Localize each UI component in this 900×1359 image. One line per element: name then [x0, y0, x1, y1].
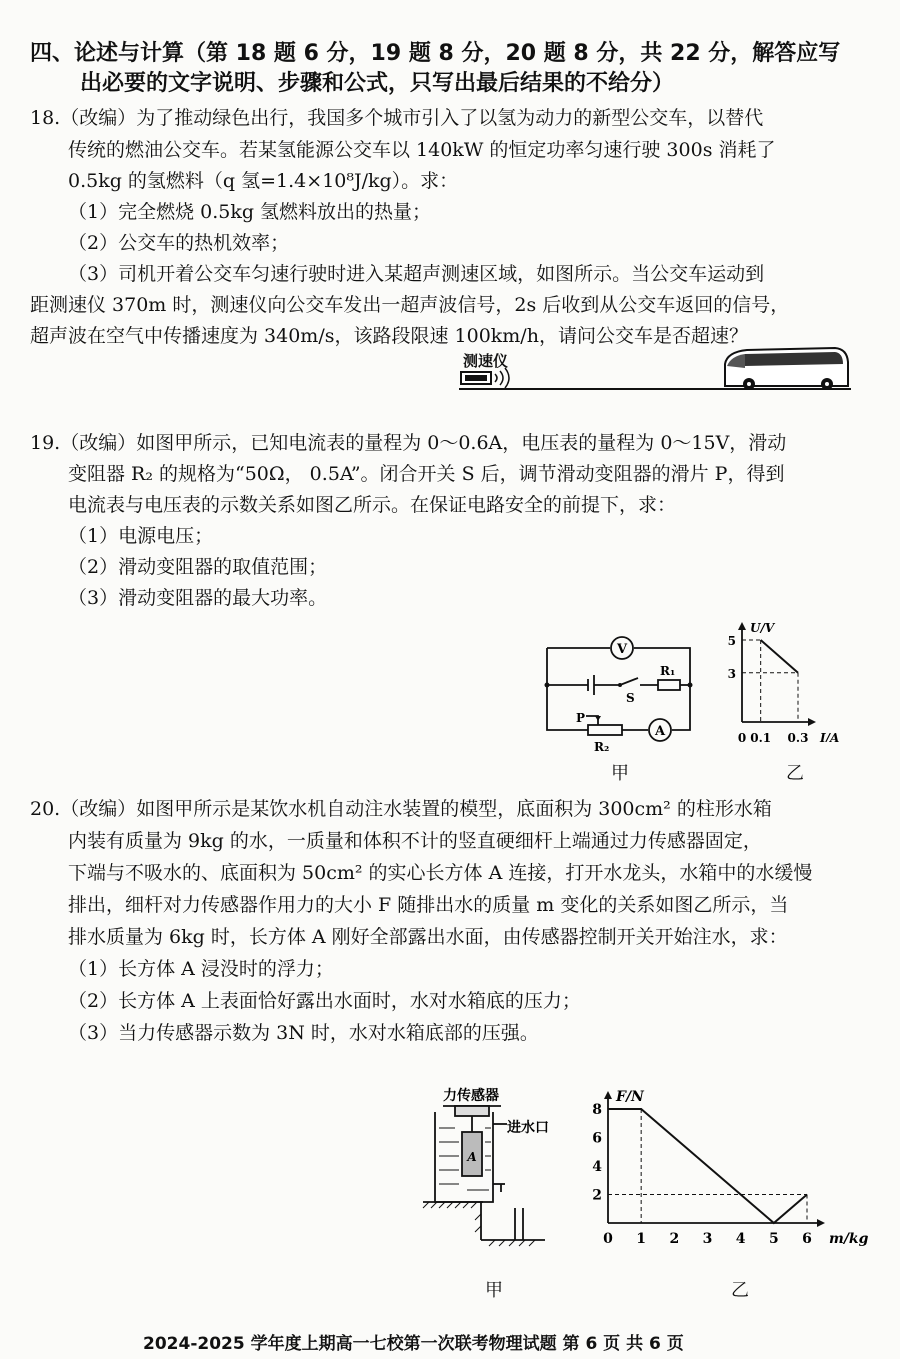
page-footer: 2024-2025 学年度上期高一七校第一次联考物理试题 第 6 页 共 6 页: [143, 1334, 684, 1354]
r2-label: R₂: [594, 740, 610, 754]
y-tick-label: 6: [592, 1130, 602, 1147]
q20-line: 排出，细杆对力传感器作用力的大小 F 随排出水的质量 m 变化的关系如图乙所示，当: [68, 894, 789, 916]
q20-line: 内装有质量为 9kg 的水，一质量和体积不计的竖直硬细杆上端通过力传感器固定，: [68, 830, 762, 852]
q18-line: （1）完全燃烧 0.5kg 氢燃料放出的热量；: [68, 201, 432, 223]
water-inlet-label: 进水口: [507, 1120, 549, 1136]
bus-icon: [725, 348, 848, 390]
x-tick-label: 0: [737, 731, 747, 742]
q20-fig-yi-label: 乙: [731, 1280, 749, 1301]
ammeter-symbol: A: [654, 724, 666, 739]
q19-fig-yi-label: 乙: [786, 763, 804, 784]
series-line: [608, 1109, 807, 1223]
x-tick-label: 4: [735, 1231, 746, 1247]
y-axis-arrow: [738, 622, 746, 630]
water-tank-figure: [415, 1080, 555, 1250]
x-tick-label: 3: [702, 1231, 713, 1247]
x-tick-label: 0: [603, 1231, 613, 1247]
f-m-chart: [585, 1075, 875, 1255]
x-tick-label: 0.1: [750, 731, 772, 742]
q19-fig-jia-label: 甲: [611, 763, 629, 784]
u-i-chart: [720, 612, 870, 742]
q18-line: 超声波在空气中传播速度为 340m/s，该路段限速 100km/h，请问公交车是否超速？: [30, 325, 748, 347]
section-title-line2: 出必要的文字说明、步骤和公式，只写出最后结果的不给分）: [80, 71, 675, 96]
q18-line: （3）司机开着公交车匀速行驶时进入某超声测速区域，如图所示。当公交车运动到: [68, 263, 765, 285]
q19-line: （2）滑动变阻器的取值范围；: [68, 556, 328, 578]
x-axis-label: m/kg: [829, 1231, 869, 1247]
x-tick-label: 6: [802, 1231, 812, 1247]
y-tick-label: 4: [592, 1159, 602, 1175]
y-axis-label: U/V: [750, 621, 775, 635]
q18-line: （2）公交车的热机效率；: [68, 232, 290, 254]
q19-line: 19.（改编）如图甲所示，已知电流表的量程为 0～0.6A，电压表的量程为 0～15V，滑动: [30, 432, 787, 454]
x-tick-label: 1: [636, 1231, 647, 1247]
q19-line: （1）电源电压；: [68, 525, 214, 547]
speed-sensor-icon: [461, 368, 509, 388]
q20-line: 20.（改编）如图甲所示是某饮水机自动注水装置的模型，底面积为 300cm² 的柱形水箱: [30, 798, 772, 820]
section-title-line1: 四、论述与计算（第 18 题 6 分，19 题 8 分，20 题 8 分，共 22 分，解答应写: [30, 41, 841, 66]
q19-line: （3）滑动变阻器的最大功率。: [68, 587, 328, 609]
circuit-diagram: [540, 630, 700, 755]
r1-label: R₁: [660, 664, 676, 678]
q20-line: （3）当力传感器示数为 3N 时，水对水箱底部的压强。: [68, 1022, 539, 1044]
q20-line: （2）长方体 A 上表面恰好露出水面时，水对水箱底的压力；: [68, 990, 581, 1012]
series-line: [761, 640, 798, 673]
x-tick-label: 5: [768, 1231, 779, 1247]
block-a-label: A: [467, 1150, 477, 1164]
speed-sensor-label: 测速仪: [463, 352, 509, 370]
q20-fig-jia-label: 甲: [485, 1280, 503, 1301]
y-tick-label: 8: [592, 1102, 602, 1118]
switch-label: S: [626, 691, 635, 705]
x-axis-arrow: [817, 1219, 825, 1227]
q19-line: 变阻器 R₂ 的规格为“50Ω， 0.5A”。闭合开关 S 后，调节滑动变阻器的滑片 P，得到: [68, 463, 785, 485]
slider-label: P: [576, 711, 586, 725]
y-tick-label: 5: [727, 634, 736, 648]
x-axis-label: I/A: [820, 731, 840, 742]
q18-line: 传统的燃油公交车。若某氢能源公交车以 140kW 的恒定功率匀速行驶 300s 消耗了: [68, 139, 776, 161]
voltmeter-symbol: V: [616, 642, 628, 657]
y-tick-label: 2: [592, 1187, 602, 1204]
y-axis-label: F/N: [616, 1089, 644, 1105]
q20-line: （1）长方体 A 浸没时的浮力；: [68, 958, 334, 980]
force-sensor-label: 力传感器: [443, 1088, 499, 1104]
q20-line: 下端与不吸水的、底面积为 50cm² 的实心长方体 A 连接，打开水龙头，水箱中的水缓慢: [68, 862, 813, 884]
q19-line: 电流表与电压表的示数关系如图乙所示。在保证电路安全的前提下，求：: [68, 494, 677, 516]
q18-line: 18.（改编）为了推动绿色出行，我国多个城市引入了以氢为动力的新型公交车，以替代: [30, 107, 764, 129]
speed-sensor-figure: [455, 342, 855, 394]
y-tick-label: 3: [727, 666, 736, 681]
x-tick-label: 0.3: [787, 731, 809, 742]
y-axis-arrow: [604, 1091, 612, 1099]
x-axis-arrow: [808, 718, 816, 726]
q18-line: 0.5kg 的氢燃料（q 氢=1.4×10⁸J/kg）。求：: [68, 170, 459, 192]
q18-line: 距测速仪 370m 时，测速仪向公交车发出一超声波信号，2s 后收到从公交车返回的信号，: [30, 294, 790, 316]
x-tick-label: 2: [669, 1231, 680, 1247]
q20-line: 排水质量为 6kg 时，长方体 A 刚好全部露出水面，由传感器控制开关开始注水，求：: [68, 926, 788, 948]
